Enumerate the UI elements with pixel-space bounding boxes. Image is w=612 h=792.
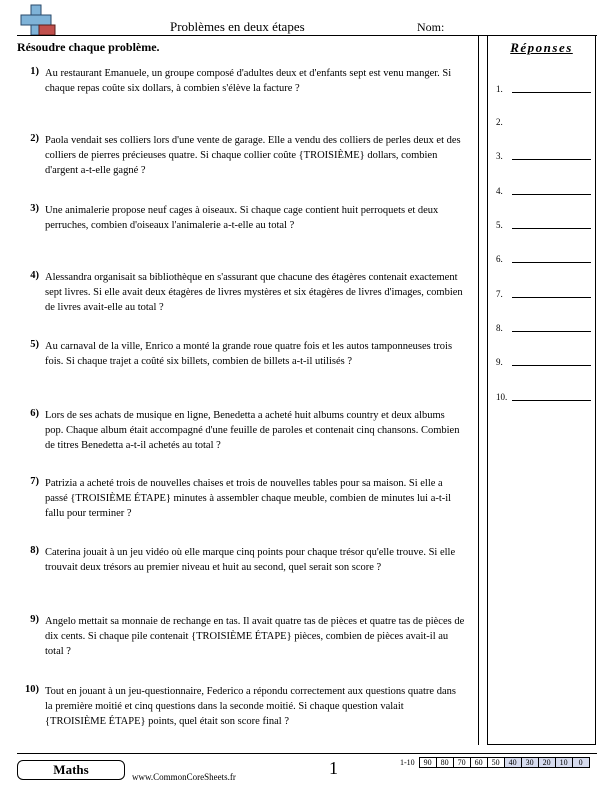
answers-title: Réponses <box>510 40 573 55</box>
score-range-label: 1-10 <box>400 758 415 767</box>
answer-row[interactable]: 5. <box>496 216 591 230</box>
problem-text: Une animalerie propose neuf cages à oiseaux. Si chaque cage contient huit perroquets et deux perruches, combien d'oiseaux l'animalerie a-t-elle au total ? <box>45 205 439 231</box>
problem-text: Au restaurant Emanuele, un groupe composé d'adultes deux et d'enfants sept est venu manger. Si chaque repas coûte six dollars, à combien s'élève la facture ? <box>45 68 452 94</box>
problem-text: Angelo mettait sa monnaie de rechange en tas. Il avait quatre tas de pièces et quatre tas de pièces de dix cents. Si chaque pile contenait {TROISIÈME ÉTAPE} pièces, combien de pièces avait-il au total ? <box>45 616 465 657</box>
problem-number: 5) <box>30 339 39 350</box>
score-cell: 50 <box>487 758 504 768</box>
name-label: Nom: <box>417 20 445 34</box>
score-cell: 70 <box>453 758 470 768</box>
problem-text: Paola vendait ses colliers lors d'une vente de garage. Elle a vendu des colliers de perles deux et des colliers de pierres précieuses quatre. Si chaque collier coûte {TROISIÈME} dollars, combien d'argent a-t-elle gagné ? <box>45 135 461 176</box>
subject-badge <box>17 760 125 780</box>
answer-row[interactable]: 3. <box>496 147 591 161</box>
problem-text: Alessandra organisait sa bibliothèque en s'assurant que chacune des étagères contenait exactement sept livres. Si elle avait deux étagères de livres mystères et six étagères de livres d'images, combien de livres avait-elle au total ? <box>45 272 463 313</box>
answer-row[interactable]: 9. <box>496 353 591 367</box>
problem-number: 9) <box>30 614 39 625</box>
answer-row[interactable]: 1. <box>496 80 591 94</box>
score-cell: 30 <box>521 758 538 768</box>
score-cell: 20 <box>538 758 555 768</box>
problem-number: 3) <box>30 203 39 214</box>
score-cell: 0 <box>572 758 589 768</box>
subject-label: Maths <box>53 762 89 777</box>
problem-number: 6) <box>30 408 39 419</box>
problem-number: 7) <box>30 476 39 487</box>
score-cell: 90 <box>419 758 436 768</box>
answer-row[interactable]: 4. <box>496 182 591 196</box>
instructions: Résoudre chaque problème. <box>17 40 160 54</box>
answers-panel <box>487 35 596 745</box>
answer-row[interactable]: 8. <box>496 319 591 333</box>
problem-text: Caterina jouait à un jeu vidéo où elle marque cinq points pour chaque trésor qu'elle trouve. Si elle trouvait deux trésors au premier niveau et huit au second, quel serait son score ? <box>45 547 456 573</box>
score-cell: 80 <box>436 758 453 768</box>
score-table <box>398 757 590 768</box>
problem-number: 4) <box>30 270 39 281</box>
divider-rule <box>478 35 479 745</box>
problem-text: Lors de ses achats de musique en ligne, Benedetta a acheté huit albums country et deux albums pop. Chaque album était accompagné d'une feuille de paroles et contenait cinq chansons. Combien de titres Benedetta a-t-il achetés au total ? <box>45 410 460 451</box>
site-url: www.CommonCoreSheets.fr <box>132 772 236 782</box>
problem-number: 2) <box>30 133 39 144</box>
score-cell: 40 <box>504 758 521 768</box>
score-cell: 60 <box>470 758 487 768</box>
answer-row[interactable]: 7. <box>496 285 591 299</box>
problem-text: Tout en jouant à un jeu-questionnaire, Federico a répondu correctement aux questions quatre dans la première moitié et cinq questions dans la seconde moitié. Si chaque question valait {TROISIÈME ÉTAPE} points, quel était son score final ? <box>45 686 456 727</box>
problem-number: 10) <box>25 684 39 695</box>
plus-logo-icon <box>17 3 57 39</box>
answer-row[interactable]: 2. <box>496 117 503 127</box>
answer-row[interactable]: 10. <box>496 388 591 402</box>
score-cell: 10 <box>555 758 572 768</box>
footer-rule <box>17 753 597 754</box>
answer-row[interactable]: 6. <box>496 250 591 264</box>
page-number: 1 <box>329 758 338 778</box>
problem-number: 8) <box>30 545 39 556</box>
problem-text: Patrizia a acheté trois de nouvelles chaises et trois de nouvelles tables pour sa maison. Si elle a passé {TROISIÈME ÉTAPE} minutes à assembler chaque meuble, combien de minutes lui a-t-il fallu pour terminer ? <box>45 478 452 519</box>
problem-text: Au carnaval de la ville, Enrico a monté la grande roue quatre fois et les autos tamponneuses trois fois. Si chaque trajet a coûté six billets, combien de billets a-t-il utilisés ? <box>45 341 453 367</box>
problem-number: 1) <box>30 66 39 77</box>
page-title: Problèmes en deux étapes <box>170 19 305 34</box>
